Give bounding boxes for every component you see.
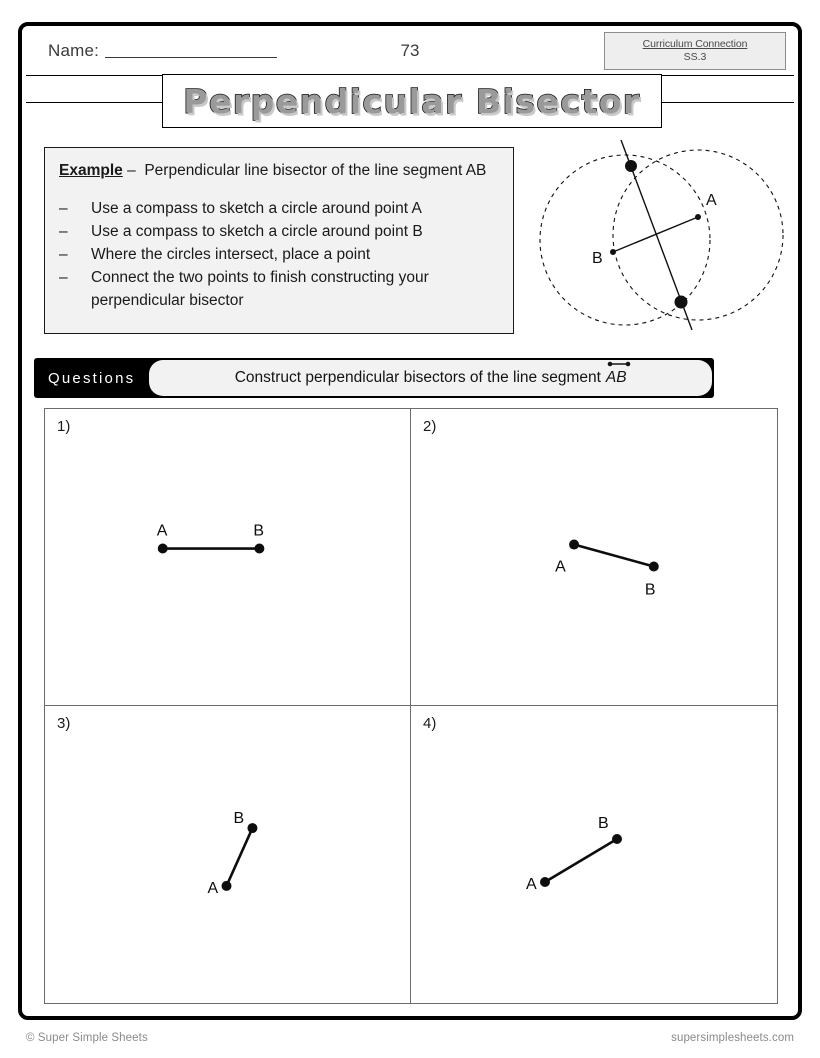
point-a-label: A [207, 879, 219, 897]
point-a-label: A [526, 876, 537, 893]
example-dash: – [127, 162, 136, 179]
point-b-dot [254, 544, 264, 554]
segment-ab-letters: AB [605, 369, 627, 386]
example-construction-diagram [520, 132, 796, 344]
point-b-label: B [233, 810, 245, 828]
question-1-figure [45, 409, 410, 705]
question-number: 2) [423, 418, 437, 435]
questions-bar [34, 358, 714, 398]
example-step [59, 244, 499, 267]
example-step [59, 198, 499, 221]
name-label: Name: [48, 40, 100, 60]
point-a-dot [569, 540, 579, 550]
point-a-dot [158, 544, 168, 554]
point-a-dot [540, 877, 550, 887]
point-b-dot [612, 834, 622, 844]
segment-ab-notation [606, 369, 627, 387]
point-b-dot [649, 561, 659, 571]
example-label: Example [59, 162, 123, 179]
example-step-text: Connect the two points to finish constructing your perpendicular bisector [91, 268, 429, 309]
point-a-label: A [555, 558, 566, 576]
header-row [26, 26, 794, 76]
diagram-label-b: B [592, 250, 603, 267]
intersection-point-top-dot [625, 160, 637, 172]
bullet-dash-icon: – [59, 245, 68, 263]
question-2-figure [411, 409, 777, 705]
question-4-figure [411, 706, 777, 1003]
example-step-text: Where the circles intersect, place a point [91, 245, 371, 263]
questions-instruction [235, 369, 627, 387]
curriculum-connection-box [604, 32, 786, 70]
curriculum-connection-title: Curriculum Connection [642, 37, 748, 50]
title-box [162, 74, 662, 128]
segment-ab-line [613, 217, 698, 252]
example-heading [59, 160, 499, 182]
question-cell-4[interactable] [411, 706, 777, 1003]
example-heading-text: Perpendicular line bisector of the line segment AB [144, 162, 487, 179]
question-cell-1[interactable] [45, 409, 411, 706]
segment-line [545, 839, 617, 882]
intersection-point-bottom-dot [675, 296, 688, 309]
diagram-label-a: A [706, 192, 717, 209]
page-number: 73 [400, 40, 420, 60]
curriculum-connection-code: SS.3 [683, 51, 707, 63]
question-number: 3) [57, 715, 71, 732]
footer-copyright: © Super Simple Sheets [26, 1032, 148, 1044]
question-3-figure [45, 706, 410, 1003]
question-number: 4) [423, 715, 437, 732]
questions-instruction-text: Construct perpendicular bisectors of the line segment [234, 369, 601, 386]
point-a-dot [695, 214, 701, 220]
bullet-dash-icon: – [59, 200, 68, 217]
example-box [44, 147, 514, 334]
example-step-text: Use a compass to sketch a circle around point A [91, 200, 422, 217]
questions-instruction-pill [149, 360, 712, 396]
footer [26, 1032, 794, 1044]
circle-around-b-icon [613, 150, 783, 320]
point-b-dot [247, 823, 257, 833]
segment-overbar-icon [607, 361, 631, 367]
page-title: Perpendicular Bisector [183, 81, 641, 121]
point-b-label: B [598, 815, 609, 832]
segment-line [227, 828, 253, 886]
point-b-label: B [644, 581, 656, 599]
questions-label: Questions [48, 369, 136, 387]
example-steps-list [59, 198, 499, 313]
construction-diagram-svg [520, 132, 796, 344]
point-b-label: B [253, 522, 265, 540]
point-a-label: A [156, 522, 168, 540]
point-a-dot [222, 881, 232, 891]
example-step [59, 267, 499, 313]
segment-line [574, 545, 654, 567]
answer-grid [44, 408, 778, 1004]
point-b-dot [610, 249, 616, 255]
example-step [59, 221, 499, 244]
bullet-dash-icon: – [59, 268, 68, 286]
example-step-text: Use a compass to sketch a circle around point B [91, 222, 423, 240]
footer-website: supersimplesheets.com [671, 1032, 794, 1044]
bullet-dash-icon: – [59, 222, 68, 240]
question-number: 1) [57, 418, 71, 435]
title-band [26, 76, 794, 128]
question-cell-2[interactable] [411, 409, 777, 706]
question-cell-3[interactable] [45, 706, 411, 1003]
